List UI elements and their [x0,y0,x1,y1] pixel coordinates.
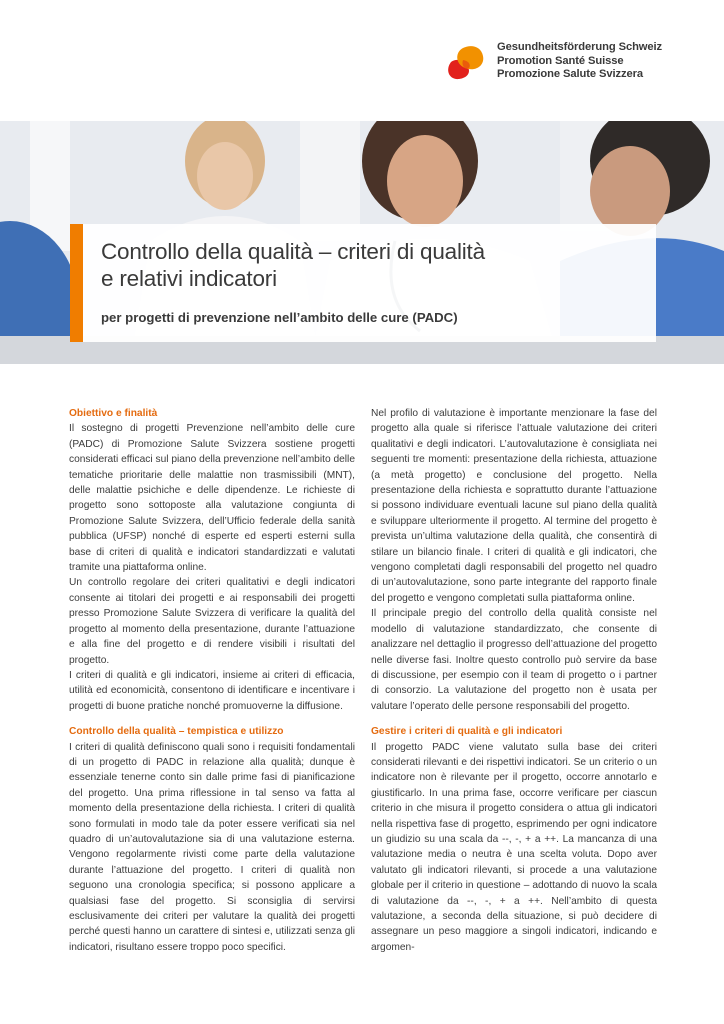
title-accent-bar [70,224,83,342]
logo-line-fr: Promotion Santé Suisse [497,54,624,67]
title-line-1: Controllo della qualità – criteri di qualità [101,239,485,264]
organization-logo [441,40,663,84]
document-title [101,238,621,292]
section-gap [69,714,355,724]
logo-mark-icon [441,40,489,82]
paragraph: Un controllo regolare dei criteri qualitativi e degli indicatori consente ai titolari dei progetti e ai responsabili dei progetti presso Promozione Salute Svizzera di verificare la qualità del progetto al momento della presentazione, durante l’attuazione e alla fine del progetto e di rendere visibili i risultati del progetto. [69,577,355,666]
section-heading: Controllo della qualità – tempistica e utilizzo [69,726,284,738]
logo-text [497,41,662,82]
paragraph: Nel profilo di valutazione è importante menzionare la fase del progetto alla quale si riferisce l’attuale valutazione dei criteri qualitativi e degli indicatori. L’autovalutazione è consigliata nei seguenti tre momenti: presentazione della richiesta, attuazione (a metà progetto) e conclusione del progetto. Nella presentazione della richiesta e soprattutto durante l’attuazione si possono individuare eventuali lacune sul piano della qualità e sviluppare ulteriormente il progetto. Al termine del progetto è prevista un’ultima valutazione della qualità, che consentirà di stilare un bilancio finale. I criteri di qualità e gli indicatori, che vengono completati dagli responsabili del progetto nel quadro di un’autovalutazione, sono parte integrante del rapporto finale del progetto e vengono completati sulla piattaforma online. [371,408,657,604]
paragraph: Il principale pregio del controllo della qualità consiste nel modello di valutazione standardizzato, che consente di analizzare nel dettaglio il progresso dell’attuazione del progetto nelle diverse fasi. Inoltre questo controllo può servire da base di discussione, per esempio con il team di progetto o i partner di consorzio. La valutazione del progetto non è usata per valutare l’operato delle persone responsabili del progetto. [371,608,657,712]
logo-line-de: Gesundheitsförderung Schweiz [497,41,663,53]
section-heading: Obiettivo e finalità [69,408,158,419]
right-column [371,406,657,955]
section-heading: Gestire i criteri di qualità e gli indicatori [371,726,563,738]
section-gap [371,714,657,724]
left-column [69,406,355,955]
paragraph: Il sostegno di progetti Prevenzione nell’ambito delle cure (PADC) di Promozione Salute Svizzera sostiene progetti considerati efficaci sul piano della prevenzione nell’ambito delle tematiche prioritarie delle malattie non trasmissibili (MNT), delle malattie psichiche e delle dipendenze. Le richieste di progetto sono sottoposte alla valutazione congiunta di Promozione Salute Svizzera, dell’Ufficio federale della sanità pubblica (UFSP) nonché di esperte ed esperti esterni sulla base di criteri di qualità e indicatori standardizzati e valutati tramite una piattaforma online. [69,423,355,574]
title-box [70,224,656,342]
logo-line-it: Promozione Salute Svizzera [497,68,643,80]
document-subtitle: per progetti di prevenzione nell’ambito delle cure (PADC) [101,310,458,325]
paragraph: Il progetto PADC viene valutato sulla base dei criteri considerati rilevanti e dei rispettivi indicatori. Se un criterio o un indicatore non è rilevante per il progetto, occorre annotarlo e giustificarlo. In una prima fase, occorre verificare per ciascun criterio in che misura il progetto considera o attua gli indicatori nella rispettiva fase di progetto, esprimendo per ogni indicatore un giudizio su una scala da --, -, + a ++. La mancanza di una valutazione media o neutra è una scelta voluta. Dopo aver valutato gli indicatori rilevanti, si procede a una valutazione globale per il criterio in questione – adottando di nuovo la scala di valutazione da --, -, + a ++. Nell’ambito di questa valutazione, a seconda della situazione, si può decidere di assegnare un peso maggiore a singoli indicatori, indicando e argomen- [371,741,657,953]
title-line-2: e relativi indicatori [101,266,277,291]
paragraph: I criteri di qualità e gli indicatori, insieme ai criteri di efficacia, utilità ed economicità, consentono di identificare e incentivare i progetti di buone pratiche nonché promuoverne la diffusione. [69,669,355,712]
paragraph: I criteri di qualità definiscono quali sono i requisiti fondamentali di un progetto di PADC in relazione alla qualità; dunque è essenziale tenerne conto sin dalle prime fasi di pianificazione del progetto. Una prima riflessione in tal senso va fatta al momento della presentazione della richiesta. I criteri di qualità sono formulati in modo tale da poter essere verificati sia nel quadro di un’autovalutazione sia di una valutazione esterna. Vengono regolarmente rivisti come parte della valutazione durante l’attuazione del progetto. I criteri di qualità non seguono una cronologia specifica; si possono applicare a qualsiasi fase del progetto. Si sconsiglia di servirsi esclusivamente dei criteri per valutare la qualità dei progetti perché questi hanno un carattere di sintesi e, utilizzati senza gli indicatori, risultano essere troppo poco specifici. [69,741,355,953]
